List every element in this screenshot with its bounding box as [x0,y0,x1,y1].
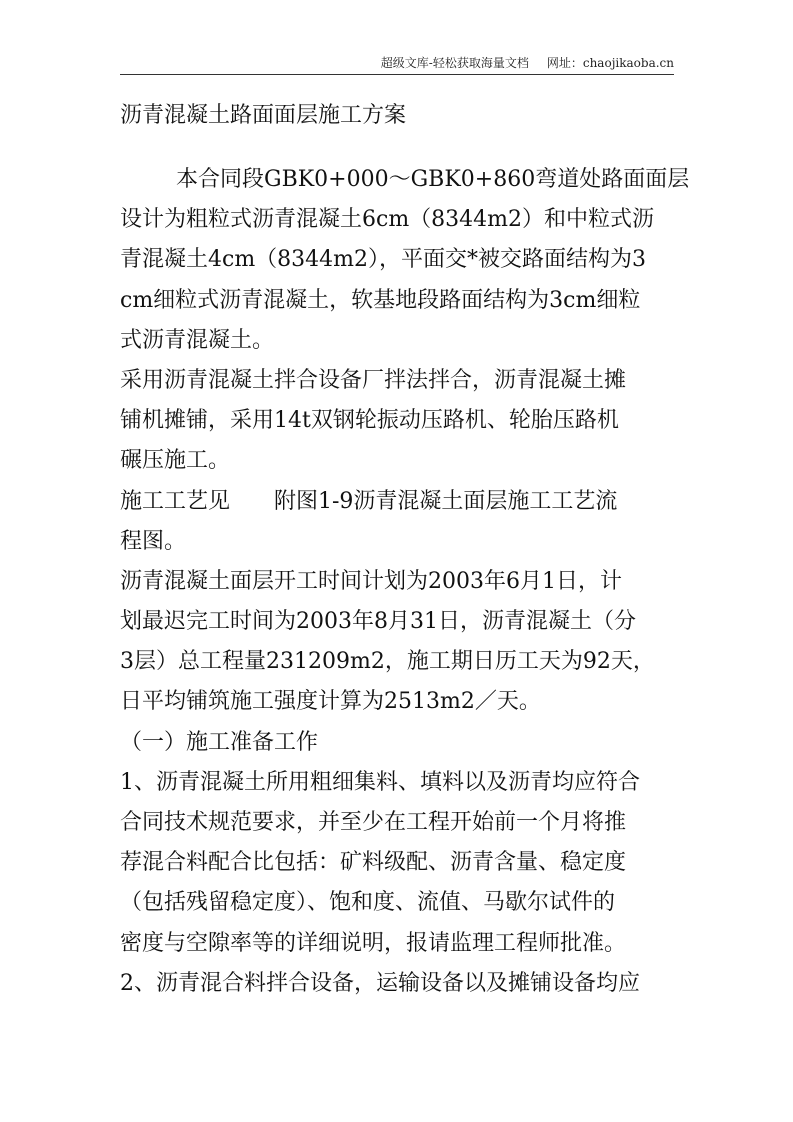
header-site-text: 超级文库-轻松获取海量文档 [380,56,529,70]
text-line: 划最迟完工时间为2003年8月31日，沥青混凝土（分 [120,609,636,635]
text-line: 式沥青混凝土。 [120,327,275,353]
header-url-text: 网址：chaojikaoba.cn [546,56,674,70]
text-line: 铺机摊铺，采用14t双钢轮振动压路机、轮胎压路机 [120,408,619,434]
text-line: 施工工艺见 附图1-9沥青混凝土面层施工工艺流 [120,488,618,514]
text-line: 沥青混凝土面层开工时间计划为2003年6月1日，计 [120,568,622,594]
document-title: 沥青混凝土路面面层施工方案 [120,103,407,128]
text-line: 3层）总工程量231209m2，施工期日历工天为92天， [120,649,655,675]
text-line: 碾压施工。 [120,448,231,474]
document-text [120,160,690,1004]
document-body [120,99,690,1004]
text-line: 合同技术规范要求，并至少在工程开始前一个月将推 [120,810,627,835]
page-header [120,52,674,75]
header-text [381,56,674,70]
text-line: 1、沥青混凝土所用粗细集料、填料以及沥青均应符合 [120,769,640,795]
text-line: 荐混合料配合比包括：矿料级配、沥青含量、稳定度 [120,850,627,876]
text-line: 设计为粗粒式沥青混凝土6cm（8344m2）和中粒式沥 [120,207,655,233]
text-line: 日平均铺筑施工强度计算为2513m2／天。 [120,689,541,715]
text-line: 程图。 [120,528,187,554]
text-line: 本合同段GBK0+000～GBK0+860弯道处路面面层 [176,167,690,192]
text-line: cm细粒式沥青混凝土，软基地段路面结构为3cm细粒 [120,287,641,313]
text-line: 采用沥青混凝土拌合设备厂拌法拌合，沥青混凝土摊 [120,367,627,393]
text-line: 2、沥青混合料拌合设备，运输设备以及摊铺设备均应 [120,970,640,996]
section-heading: （一）施工准备工作 [120,729,319,755]
text-line: 密度与空隙率等的详细说明，报请监理工程师批准。 [120,930,627,956]
text-line: 青混凝土4cm（8344m2），平面交*被交路面结构为3 [120,247,647,273]
text-line: （包括残留稳定度）、饱和度、流值、马歇尔试件的 [120,890,616,916]
